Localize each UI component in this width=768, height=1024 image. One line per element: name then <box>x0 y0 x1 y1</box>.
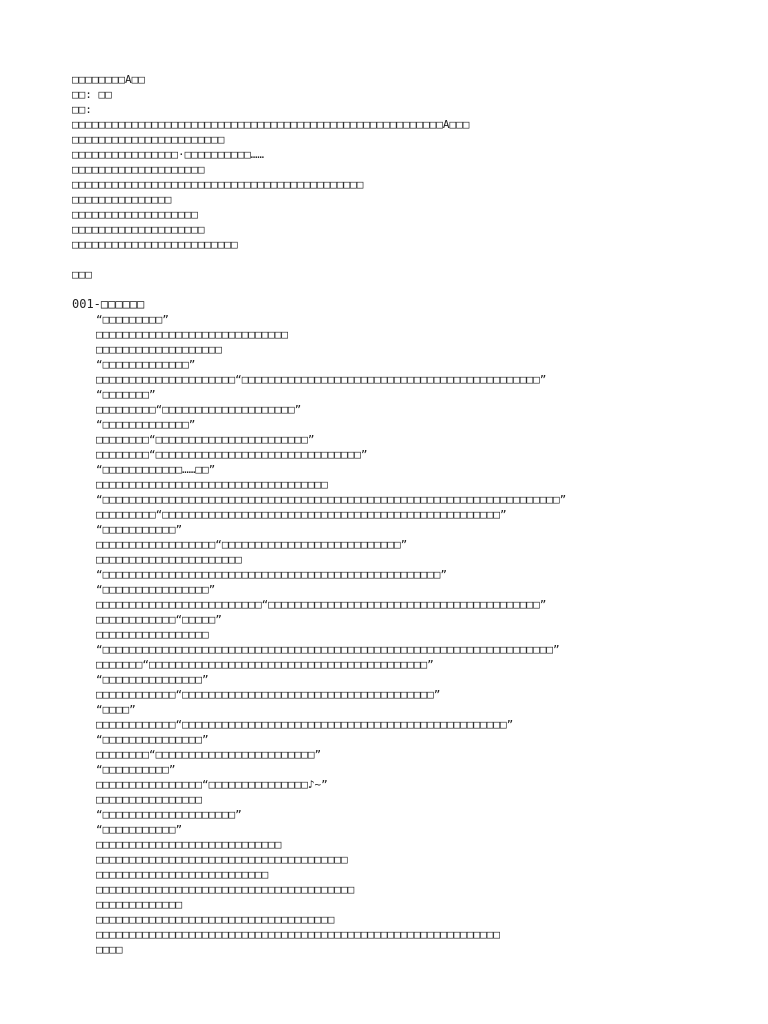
header-line: □□□□□□□□□□□□□□□□□□□□□□□□□□□□□□□□□□□□□□□□□□□□ <box>72 178 364 191</box>
body-line: □□□□□□□□□□□□□□□□□□□□□□□□□□□□□□□□□□□□□□ <box>96 853 348 866</box>
header-line: □□□□□□□□□□□□□□□□□□□□□□□□□ <box>72 238 238 251</box>
header-spacer <box>72 252 702 267</box>
chapter-body <box>72 312 702 957</box>
body-line: □□□□□□□□“□□□□□□□□□□□□□□□□□□□□□□□” <box>96 433 315 446</box>
document-page <box>72 72 702 957</box>
header-line: □□□□□□□□□□□□□□□□□□□□ <box>72 223 205 236</box>
body-line: “□□□□□□□□□□□□□□□□□□□□□□□□□□□□□□□□□□□□□□□□□□□□□□□□□□□” <box>96 568 447 581</box>
body-line: □□□□□□□□“□□□□□□□□□□□□□□□□□□□□□□□□□□□□□□□” <box>96 448 368 461</box>
header-line: □□: <box>72 103 92 116</box>
body-line: □□□□□□□□□□□□□□□□□□□□□□□□□□□□ <box>96 838 282 851</box>
body-line: □□□□□□□□□□□□□□□□□□□□□□□□□□□□□□□□□□□□□□□ <box>96 883 355 896</box>
body-line: “□□□□” <box>96 703 136 716</box>
body-line: □□□□□□□□□□□□□ <box>96 898 183 911</box>
body-line: □□□□□□□□□□□□□□□□□□□□□□□□□□ <box>96 868 269 881</box>
body-line: □□□□□□□□□□□□□□□□ <box>96 793 202 806</box>
body-line: “□□□□□□□□□□” <box>96 763 176 776</box>
body-line: □□□□□□□□□□□□“□□□□□□□□□□□□□□□□□□□□□□□□□□□□□□□□□□□□□□” <box>96 688 441 701</box>
body-line: □□□□□□□□□□□□□□□□□□□□□□□□□□□□□ <box>96 328 289 341</box>
body-line: □□□□□□□“□□□□□□□□□□□□□□□□□□□□□□□□□□□□□□□□□□□□□□□□□□” <box>96 658 434 671</box>
body-line: □□□□□□□□□□□□□□□□□□□□□□□□□□□□□□□□□□□□ <box>96 913 335 926</box>
body-line: “□□□□□□□□□□□□□□□□□□□□” <box>96 808 242 821</box>
body-line: “□□□□□□□□□□□□……□□” <box>96 463 216 476</box>
section-mark: □□□ <box>72 268 92 281</box>
body-line: “□□□□□□□□□□□□□” <box>96 418 196 431</box>
header-line: □□□□□□□□□□□□□□□ <box>72 193 172 206</box>
body-line: □□□□□□□□□□□□□□□□□□□□□□ <box>96 553 242 566</box>
body-line: “□□□□□□□□□□□□□□□□□□□□□□□□□□□□□□□□□□□□□□□□□□□□□□□□□□□□□□□□□□□□□□□□□□□□” <box>96 643 560 656</box>
body-line: “□□□□□□□□□□□” <box>96 823 183 836</box>
body-line: □□□□□□□□□□□□“□□□□□” <box>96 613 222 626</box>
body-line: □□□□□□□□□□□□□□□□“□□□□□□□□□□□□□□□♪~” <box>96 778 328 791</box>
body-line: □□□□□□□□□□□□□□□□□□□□□□□□□□□□□□□□□□□□□□□□□□□□□□□□□□□□□□□□□□□□□ <box>96 928 500 941</box>
header-line: □□□□□□□□□□□□□□□□·□□□□□□□□□□…… <box>72 148 265 161</box>
body-line: □□□□□□□□“□□□□□□□□□□□□□□□□□□□□□□□□” <box>96 748 322 761</box>
body-line: “□□□□□□□□□□□□□□□” <box>96 673 209 686</box>
chapter-title: 001-□□□□□□ <box>72 297 145 311</box>
body-line: “□□□□□□□□□” <box>96 313 169 326</box>
header-line: □□□□□□□□□□□□□□□□□□□□ <box>72 163 205 176</box>
body-line: □□□□□□□□□“□□□□□□□□□□□□□□□□□□□□□□□□□□□□□□□□□□□□□□□□□□□□□□□□□□□” <box>96 508 507 521</box>
body-line: □□□□□□□□□□□□□□□□□□□ <box>96 343 222 356</box>
body-line: □□□□□□□□□□□□□□□□□□□□□□□□□“□□□□□□□□□□□□□□□□□□□□□□□□□□□□□□□□□□□□□□□□□” <box>96 598 547 611</box>
body-line: □□□□ <box>96 943 123 956</box>
body-line: □□□□□□□□□□□□□□□□□ <box>96 628 209 641</box>
body-line: □□□□□□□□□“□□□□□□□□□□□□□□□□□□□□” <box>96 403 302 416</box>
document-header <box>72 72 702 252</box>
body-line: □□□□□□□□□□□□□□□□□□“□□□□□□□□□□□□□□□□□□□□□□□□□□□” <box>96 538 408 551</box>
header-line: □□□□□□□□A□□ <box>72 73 145 86</box>
body-line: “□□□□□□□□□□□□□□□□□□□□□□□□□□□□□□□□□□□□□□□□□□□□□□□□□□□□□□□□□□□□□□□□□□□□□” <box>96 493 567 506</box>
header-line: □□□□□□□□□□□□□□□□□□□□□□□□□□□□□□□□□□□□□□□□□□□□□□□□□□□□□□□□A□□□ <box>72 118 470 131</box>
body-line: □□□□□□□□□□□□□□□□□□□□□□□□□□□□□□□□□□□ <box>96 478 328 491</box>
body-line: “□□□□□□□□□□□□□□□” <box>96 733 209 746</box>
header-line: □□□□□□□□□□□□□□□□□□□ <box>72 208 198 221</box>
body-line: “□□□□□□□□□□□□□□□□” <box>96 583 216 596</box>
body-line: “□□□□□□□□□□□” <box>96 523 183 536</box>
body-line: “□□□□□□□□□□□□□” <box>96 358 196 371</box>
body-line: □□□□□□□□□□□□□□□□□□□□□“□□□□□□□□□□□□□□□□□□□□□□□□□□□□□□□□□□□□□□□□□□□□□” <box>96 373 547 386</box>
header-line: □□: □□ <box>72 88 112 101</box>
body-line: □□□□□□□□□□□□“□□□□□□□□□□□□□□□□□□□□□□□□□□□□□□□□□□□□□□□□□□□□□□□□□” <box>96 718 514 731</box>
body-line: “□□□□□□□” <box>96 388 156 401</box>
header-line: □□□□□□□□□□□□□□□□□□□□□□□ <box>72 133 225 146</box>
